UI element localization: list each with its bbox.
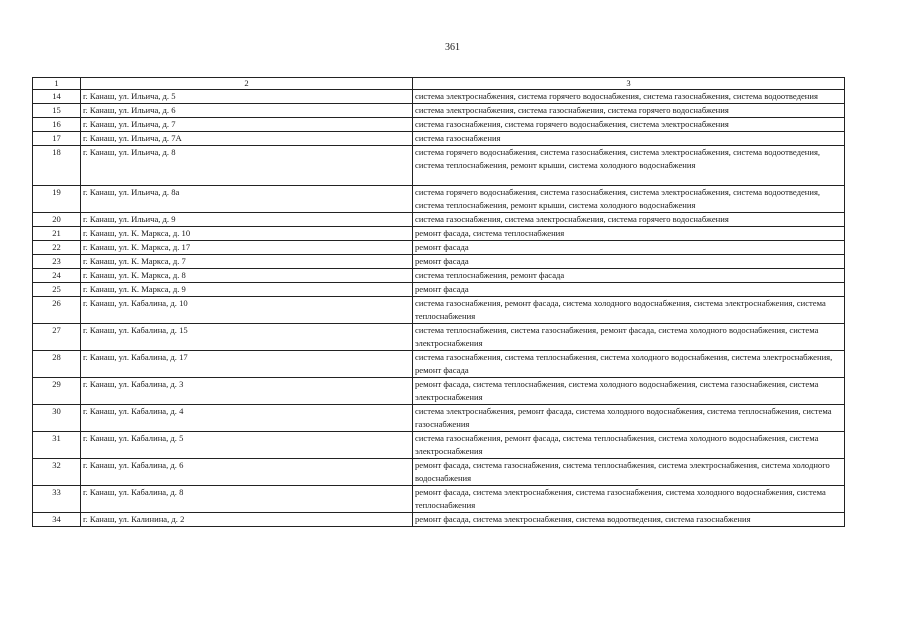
row-number: 23 [33, 255, 81, 269]
row-number: 24 [33, 269, 81, 283]
table-row [33, 513, 845, 527]
table-row [33, 378, 845, 405]
row-number: 21 [33, 227, 81, 241]
row-number: 29 [33, 378, 81, 405]
table-header-row [33, 78, 845, 90]
row-works: система газоснабжения, система горячего водоснабжения, система электроснабжения [413, 118, 845, 132]
row-works: система газоснабжения, ремонт фасада, система теплоснабжения, система холодного водоснабжения, система электроснабжения [413, 432, 845, 459]
table-row [33, 324, 845, 351]
row-address: г. Канаш, ул. Кабалина, д. 10 [81, 297, 413, 324]
row-works: ремонт фасада [413, 241, 845, 255]
row-works: ремонт фасада, система теплоснабжения [413, 227, 845, 241]
table-row [33, 405, 845, 432]
row-number: 19 [33, 186, 81, 213]
table-row [33, 227, 845, 241]
row-address: г. Канаш, ул. Кабалина, д. 15 [81, 324, 413, 351]
table-row [33, 118, 845, 132]
table-row [33, 351, 845, 378]
row-works: ремонт фасада, система электроснабжения, система водоотведения, система газоснабжения [413, 513, 845, 527]
row-address: г. Канаш, ул. Ильича, д. 6 [81, 104, 413, 118]
table-row [33, 132, 845, 146]
table-row [33, 269, 845, 283]
works-registry-table [32, 77, 845, 527]
row-works: система горячего водоснабжения, система газоснабжения, система электроснабжения, система водоотведения, система теплоснабжения, ремонт крыши, система холодного водоснабжения [413, 146, 845, 186]
row-address: г. Канаш, ул. Кабалина, д. 5 [81, 432, 413, 459]
row-works: система газоснабжения [413, 132, 845, 146]
column-header-number: 1 [33, 78, 81, 90]
row-number: 17 [33, 132, 81, 146]
row-works: ремонт фасада [413, 283, 845, 297]
row-works: система горячего водоснабжения, система газоснабжения, система электроснабжения, система водоотведения, система теплоснабжения, ремонт крыши, система холодного водоснабжения [413, 186, 845, 213]
row-address: г. Канаш, ул. Кабалина, д. 8 [81, 486, 413, 513]
row-works: система газоснабжения, ремонт фасада, система холодного водоснабжения, система электроснабжения, система теплоснабжения [413, 297, 845, 324]
table-row [33, 146, 845, 186]
row-works: система газоснабжения, система теплоснабжения, система холодного водоснабжения, система электроснабжения, ремонт фасада [413, 351, 845, 378]
row-number: 22 [33, 241, 81, 255]
row-works: система теплоснабжения, система газоснабжения, ремонт фасада, система холодного водоснабжения, система электроснабжения [413, 324, 845, 351]
row-number: 33 [33, 486, 81, 513]
table-row [33, 255, 845, 269]
row-number: 20 [33, 213, 81, 227]
row-address: г. Канаш, ул. Кабалина, д. 6 [81, 459, 413, 486]
row-works: система теплоснабжения, ремонт фасада [413, 269, 845, 283]
row-number: 30 [33, 405, 81, 432]
table-row [33, 459, 845, 486]
table-row [33, 297, 845, 324]
row-number: 27 [33, 324, 81, 351]
table-row [33, 90, 845, 104]
row-address: г. Канаш, ул. К. Маркса, д. 10 [81, 227, 413, 241]
row-number: 16 [33, 118, 81, 132]
column-header-address: 2 [81, 78, 413, 90]
row-address: г. Канаш, ул. К. Маркса, д. 17 [81, 241, 413, 255]
table-row [33, 186, 845, 213]
table-row [33, 486, 845, 513]
table-body [33, 90, 845, 527]
row-number: 26 [33, 297, 81, 324]
row-address: г. Канаш, ул. Кабалина, д. 17 [81, 351, 413, 378]
row-address: г. Канаш, ул. Ильича, д. 8 [81, 146, 413, 186]
row-works: система электроснабжения, ремонт фасада, система холодного водоснабжения, система теплоснабжения, система газоснабжения [413, 405, 845, 432]
row-number: 25 [33, 283, 81, 297]
row-number: 15 [33, 104, 81, 118]
row-number: 14 [33, 90, 81, 104]
row-address: г. Канаш, ул. Кабалина, д. 4 [81, 405, 413, 432]
table-row [33, 213, 845, 227]
row-works: система электроснабжения, система горячего водоснабжения, система газоснабжения, система водоотведения [413, 90, 845, 104]
row-address: г. Канаш, ул. К. Маркса, д. 8 [81, 269, 413, 283]
row-address: г. Канаш, ул. К. Маркса, д. 7 [81, 255, 413, 269]
table-row [33, 432, 845, 459]
page-number: 361 [445, 42, 460, 53]
row-address: г. Канаш, ул. Кабалина, д. 3 [81, 378, 413, 405]
row-works: ремонт фасада, система газоснабжения, система теплоснабжения, система электроснабжения, система холодного водоснабжения [413, 459, 845, 486]
row-works: ремонт фасада, система теплоснабжения, система холодного водоснабжения, система газоснабжения, система электроснабжения [413, 378, 845, 405]
table-row [33, 283, 845, 297]
row-number: 34 [33, 513, 81, 527]
row-number: 28 [33, 351, 81, 378]
row-works: система электроснабжения, система газоснабжения, система горячего водоснабжения [413, 104, 845, 118]
row-address: г. Канаш, ул. Ильича, д. 5 [81, 90, 413, 104]
row-number: 31 [33, 432, 81, 459]
row-number: 32 [33, 459, 81, 486]
row-works: система газоснабжения, система электроснабжения, система горячего водоснабжения [413, 213, 845, 227]
row-address: г. Канаш, ул. Ильича, д. 9 [81, 213, 413, 227]
row-address: г. Канаш, ул. К. Маркса, д. 9 [81, 283, 413, 297]
row-address: г. Канаш, ул. Ильича, д. 7А [81, 132, 413, 146]
row-address: г. Канаш, ул. Ильича, д. 8а [81, 186, 413, 213]
row-address: г. Канаш, ул. Ильича, д. 7 [81, 118, 413, 132]
row-address: г. Канаш, ул. Калинина, д. 2 [81, 513, 413, 527]
row-number: 18 [33, 146, 81, 186]
table-row [33, 104, 845, 118]
table-row [33, 241, 845, 255]
row-works: ремонт фасада [413, 255, 845, 269]
row-works: ремонт фасада, система электроснабжения, система газоснабжения, система холодного водоснабжения, система теплоснабжения [413, 486, 845, 513]
column-header-works: 3 [413, 78, 845, 90]
